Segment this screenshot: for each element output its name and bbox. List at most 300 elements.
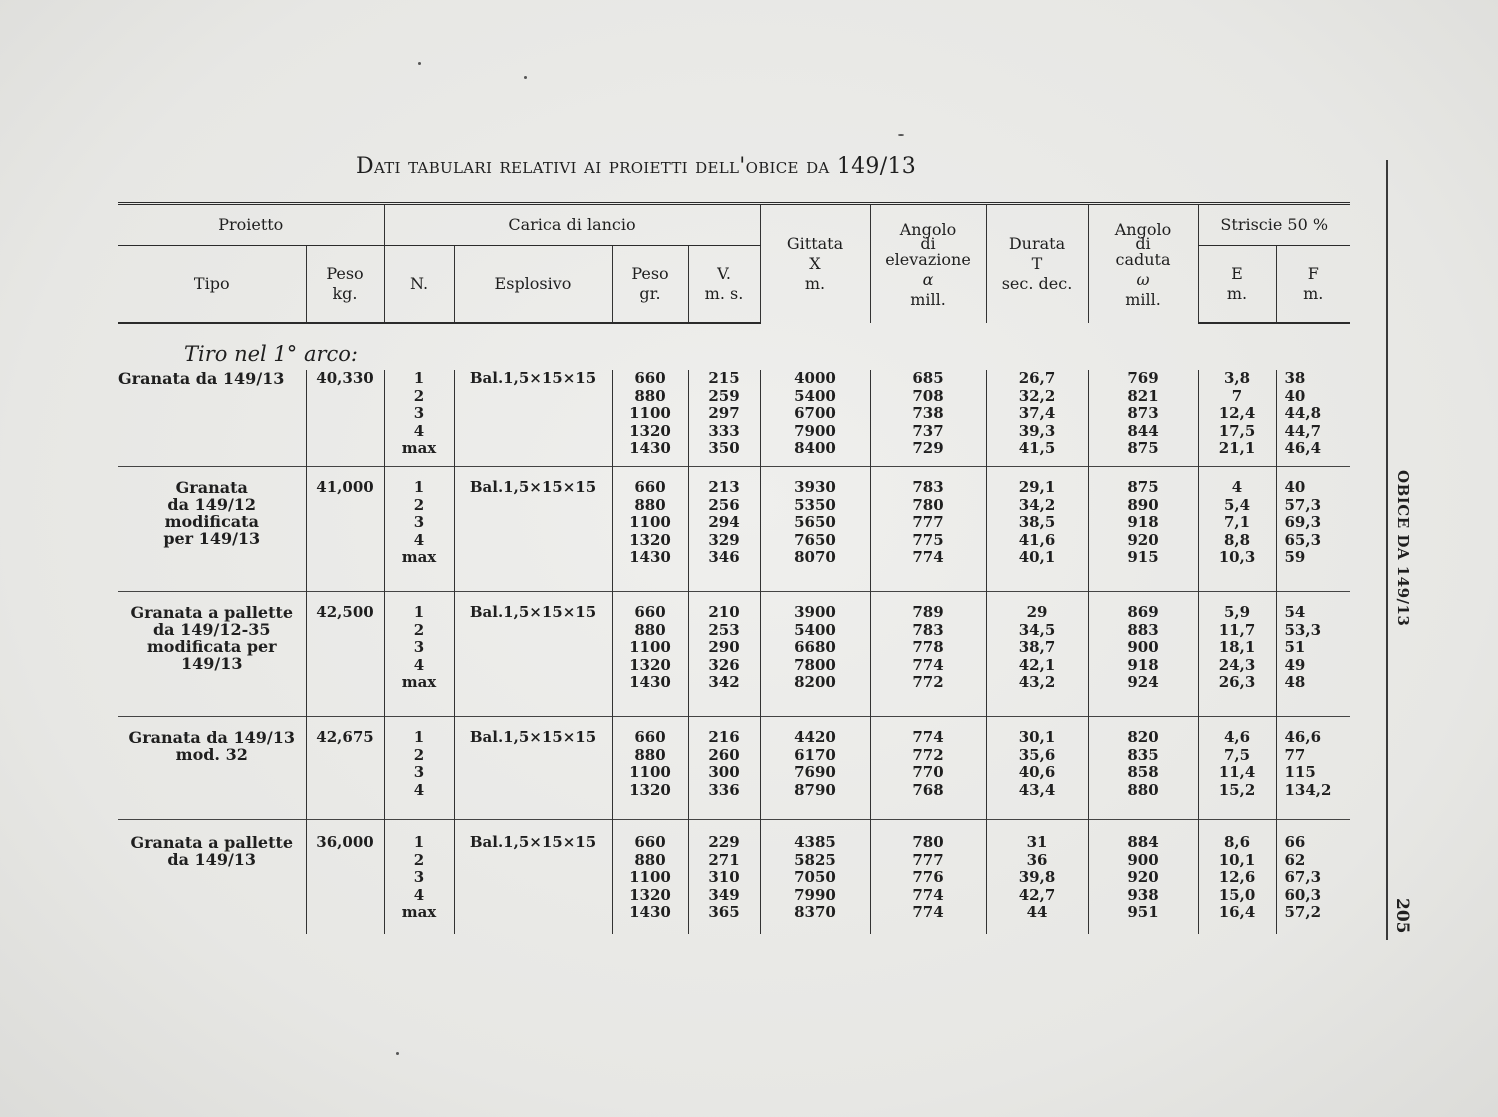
cell-durata-value: 41,6 — [1018, 530, 1056, 549]
cell-e — [1198, 592, 1276, 717]
cell-durata-value: 40,1 — [1018, 548, 1056, 567]
cell-n-value: 2 — [413, 495, 425, 514]
cell-angolo-elevazione-value: 708 — [912, 386, 944, 405]
cell-f-value: 53,3 — [1284, 620, 1322, 639]
cell-angolo-caduta — [1088, 370, 1198, 467]
projectile-row — [118, 467, 1350, 592]
cell-f-value: 46,6 — [1284, 728, 1322, 746]
cell-angolo-elevazione-value: 772 — [912, 673, 944, 692]
tipo-line: Granata da 149/13 — [118, 369, 285, 388]
cell-v-value: 271 — [708, 850, 740, 869]
cell-n — [384, 370, 454, 467]
cell-v-value: 329 — [708, 530, 740, 549]
cell-n-value: 4 — [413, 421, 425, 440]
cell-peso-kg: 41,000 — [306, 467, 384, 592]
cell-v-value: 210 — [708, 603, 740, 621]
cell-e-value: 4 — [1231, 478, 1243, 496]
cell-angolo-caduta-value: 918 — [1127, 513, 1159, 532]
cell-durata-value: 38,5 — [1018, 513, 1056, 532]
cell-angolo-caduta-value: 821 — [1127, 386, 1159, 405]
header-angolo-elevazione: Angolo di elevazione α mill. — [870, 204, 986, 324]
cell-v-value: 216 — [708, 728, 740, 746]
cell-durata-value: 31 — [1026, 833, 1048, 851]
header-durata: Durata T sec. dec. — [986, 204, 1088, 324]
cell-angolo-caduta-value: 858 — [1127, 763, 1159, 782]
cell-peso-gr-value: 1100 — [629, 763, 671, 782]
cell-f-value: 49 — [1284, 655, 1306, 674]
cell-n-value: 2 — [413, 850, 425, 869]
cell-v-value: 213 — [708, 478, 740, 496]
cell-angolo-caduta-value: 938 — [1127, 885, 1159, 904]
cell-e-value: 8,6 — [1223, 833, 1251, 851]
cell-f-value: 60,3 — [1284, 885, 1322, 904]
cell-angolo-elevazione-value: 777 — [912, 850, 944, 869]
cell-angolo-elevazione-value: 774 — [912, 885, 944, 904]
cell-v — [688, 370, 760, 467]
cell-f-value: 57,2 — [1284, 903, 1322, 922]
cell-e-value: 15,0 — [1218, 885, 1256, 904]
cell-n-value: max — [401, 903, 437, 922]
cell-angolo-caduta-value: 844 — [1127, 421, 1159, 440]
cell-peso-gr-value: 1100 — [629, 638, 671, 657]
cell-angolo-caduta-value: 883 — [1127, 620, 1159, 639]
cell-peso-gr-value: 660 — [634, 728, 666, 746]
cell-f-value: 38 — [1284, 369, 1306, 387]
cell-peso-gr-value: 880 — [634, 495, 666, 514]
cell-f-value: 51 — [1284, 638, 1306, 657]
cell-peso-gr-value: 1100 — [629, 404, 671, 423]
cell-f-value: 65,3 — [1284, 530, 1322, 549]
tipo-line: modificata per 149/13 — [146, 637, 277, 673]
cell-v-value: 294 — [708, 513, 740, 532]
cell-gittata-value: 8370 — [794, 903, 836, 922]
cell-e-value: 17,5 — [1218, 421, 1256, 440]
cell-v — [688, 467, 760, 592]
side-running-head: OBICE DA 149/13 — [1394, 470, 1412, 627]
cell-e-value: 10,1 — [1218, 850, 1256, 869]
tipo-line: Granata da 149/13 — [128, 728, 295, 747]
cell-durata-value: 43,2 — [1018, 673, 1056, 692]
cell-gittata-value: 6680 — [794, 638, 836, 657]
cell-angolo-caduta-value: 951 — [1127, 903, 1159, 922]
cell-e-value: 12,6 — [1218, 868, 1256, 887]
cell-n-value: max — [401, 439, 437, 458]
cell-durata-value: 42,7 — [1018, 885, 1056, 904]
cell-angolo-caduta-value: 900 — [1127, 638, 1159, 657]
tipo-line: Granata — [175, 478, 248, 497]
cell-gittata — [760, 370, 870, 467]
cell-e-value: 10,3 — [1218, 548, 1256, 567]
cell-gittata — [760, 820, 870, 935]
cell-angolo-elevazione — [870, 717, 986, 820]
cell-angolo-elevazione-value: 783 — [912, 620, 944, 639]
cell-n-value: 2 — [413, 386, 425, 405]
cell-esplosivo: Bal.1,5×15×15 — [454, 820, 612, 935]
cell-durata-value: 36 — [1026, 850, 1048, 869]
cell-gittata-value: 3900 — [794, 603, 836, 621]
cell-angolo-elevazione-value: 774 — [912, 903, 944, 922]
cell-n-value: 4 — [413, 780, 425, 799]
cell-n-value: 1 — [413, 369, 425, 387]
cell-durata-value: 42,1 — [1018, 655, 1056, 674]
cell-f-value: 67,3 — [1284, 868, 1322, 887]
cell-esplosivo: Bal.1,5×15×15 — [454, 370, 612, 467]
cell-angolo-elevazione — [870, 592, 986, 717]
cell-f-value: 77 — [1284, 745, 1306, 764]
cell-angolo-caduta-value: 835 — [1127, 745, 1159, 764]
tipo-line: per 149/13 — [163, 529, 261, 548]
projectile-row — [118, 370, 1350, 467]
table-title — [356, 154, 1136, 179]
tipo-line: Granata a pallette — [130, 833, 294, 852]
cell-e-value: 26,3 — [1218, 673, 1256, 692]
cell-peso-gr-value: 660 — [634, 833, 666, 851]
cell-n-value: 2 — [413, 620, 425, 639]
cell-f-value: 44,8 — [1284, 404, 1322, 423]
cell-peso-kg: 42,675 — [306, 717, 384, 820]
tipo-line: mod. 32 — [175, 745, 248, 764]
cell-f-value: 134,2 — [1284, 780, 1332, 799]
cell-e-value: 5,4 — [1223, 495, 1251, 514]
cell-f — [1276, 717, 1350, 820]
cell-e-value: 12,4 — [1218, 404, 1256, 423]
cell-f-value: 59 — [1284, 548, 1306, 567]
tipo-line: da 149/12 modificata — [164, 495, 259, 531]
cell-n — [384, 592, 454, 717]
cell-angolo-elevazione-value: 768 — [912, 780, 944, 799]
cell-angolo-elevazione-value: 777 — [912, 513, 944, 532]
cell-n-value: 4 — [413, 885, 425, 904]
cell-angolo-elevazione-value: 738 — [912, 404, 944, 423]
cell-e-value: 16,4 — [1218, 903, 1256, 922]
cell-f — [1276, 467, 1350, 592]
cell-f-value: 44,7 — [1284, 421, 1322, 440]
cell-peso-gr — [612, 592, 688, 717]
cell-e-value: 11,7 — [1218, 620, 1256, 639]
cell-durata-value: 43,4 — [1018, 780, 1056, 799]
cell-peso-gr-value: 1320 — [629, 655, 671, 674]
cell-durata-value: 35,6 — [1018, 745, 1056, 764]
cell-gittata-value: 8200 — [794, 673, 836, 692]
cell-durata — [986, 717, 1088, 820]
cell-n-value: 1 — [413, 603, 425, 621]
cell-durata-value: 34,5 — [1018, 620, 1056, 639]
cell-angolo-caduta-value: 884 — [1127, 833, 1159, 851]
cell-f — [1276, 820, 1350, 935]
cell-e-value: 4,6 — [1223, 728, 1251, 746]
cell-peso-gr-value: 1100 — [629, 513, 671, 532]
cell-n-value: 1 — [413, 833, 425, 851]
cell-durata — [986, 592, 1088, 717]
cell-peso-kg: 36,000 — [306, 820, 384, 935]
header-strisce: Striscie 50 % — [1198, 204, 1350, 246]
cell-angolo-elevazione-value: 780 — [912, 495, 944, 514]
cell-v-value: 229 — [708, 833, 740, 851]
cell-angolo-elevazione-value: 778 — [912, 638, 944, 657]
cell-durata — [986, 467, 1088, 592]
cell-e-value: 24,3 — [1218, 655, 1256, 674]
cell-v-value: 342 — [708, 673, 740, 692]
cell-v-value: 365 — [708, 903, 740, 922]
cell-n-value: 3 — [413, 404, 425, 423]
cell-gittata-value: 5650 — [794, 513, 836, 532]
paper-speck — [418, 62, 421, 65]
cell-peso-gr — [612, 370, 688, 467]
cell-n-value: 3 — [413, 868, 425, 887]
cell-f-value: 57,3 — [1284, 495, 1322, 514]
cell-tipo — [118, 592, 306, 717]
cell-f-value: 115 — [1284, 763, 1316, 782]
tipo-line: Granata a pallette — [130, 603, 294, 622]
cell-v-value: 346 — [708, 548, 740, 567]
cell-v-value: 336 — [708, 780, 740, 799]
tipo-line: da 149/12-35 — [152, 620, 271, 639]
cell-v-value: 350 — [708, 439, 740, 458]
cell-angolo-elevazione-value: 776 — [912, 868, 944, 887]
tipo-line: da 149/13 — [167, 850, 257, 869]
header-gittata: Gittata X m. — [760, 204, 870, 324]
cell-durata-value: 26,7 — [1018, 369, 1056, 387]
cell-angolo-caduta-value: 924 — [1127, 673, 1159, 692]
cell-e — [1198, 467, 1276, 592]
cell-n-value: 4 — [413, 655, 425, 674]
cell-gittata-value: 3930 — [794, 478, 836, 496]
cell-f-value: 40 — [1284, 386, 1306, 405]
cell-angolo-elevazione-value: 775 — [912, 530, 944, 549]
cell-gittata-value: 4420 — [794, 728, 836, 746]
cell-angolo-elevazione — [870, 467, 986, 592]
cell-n — [384, 467, 454, 592]
cell-peso-kg: 40,330 — [306, 370, 384, 467]
cell-angolo-elevazione — [870, 370, 986, 467]
cell-peso-gr-value: 880 — [634, 850, 666, 869]
cell-angolo-elevazione-value: 789 — [912, 603, 944, 621]
cell-e-value: 8,8 — [1223, 530, 1251, 549]
cell-e-value: 7,5 — [1223, 745, 1251, 764]
cell-gittata-value: 7900 — [794, 421, 836, 440]
cell-e — [1198, 820, 1276, 935]
cell-gittata-value: 6700 — [794, 404, 836, 423]
cell-gittata-value: 4000 — [794, 369, 836, 387]
cell-f-value: 54 — [1284, 603, 1306, 621]
cell-f-value: 62 — [1284, 850, 1306, 869]
cell-durata-value: 44 — [1026, 903, 1048, 922]
cell-angolo-elevazione-value: 780 — [912, 833, 944, 851]
cell-e-value: 7 — [1231, 386, 1243, 405]
cell-n-value: 3 — [413, 513, 425, 532]
cell-n-value: max — [401, 673, 437, 692]
cell-gittata-value: 7050 — [794, 868, 836, 887]
cell-n-value: 1 — [413, 728, 425, 746]
cell-angolo-elevazione-value: 774 — [912, 548, 944, 567]
cell-v — [688, 717, 760, 820]
cell-angolo-elevazione-value: 729 — [912, 439, 944, 458]
table-title-text: Dati tabulari relativi ai proietti dell'obice da 149/13 — [356, 154, 917, 179]
cell-gittata-value: 8400 — [794, 439, 836, 458]
cell-durata — [986, 370, 1088, 467]
cell-n-value: 3 — [413, 763, 425, 782]
cell-peso-gr-value: 1320 — [629, 421, 671, 440]
cell-n-value: 2 — [413, 745, 425, 764]
header-esplosivo: Esplosivo — [454, 246, 612, 324]
cell-peso-gr-value: 1430 — [629, 673, 671, 692]
cell-v-value: 349 — [708, 885, 740, 904]
cell-e-value: 7,1 — [1223, 513, 1251, 532]
cell-durata-value: 40,6 — [1018, 763, 1056, 782]
cell-tipo — [118, 717, 306, 820]
cell-gittata-value: 6170 — [794, 745, 836, 764]
cell-angolo-caduta-value: 920 — [1127, 868, 1159, 887]
header-peso-gr: Peso gr. — [612, 246, 688, 324]
cell-f-value: 48 — [1284, 673, 1306, 692]
cell-peso-gr-value: 1430 — [629, 439, 671, 458]
cell-angolo-elevazione-value: 774 — [912, 655, 944, 674]
cell-peso-gr-value: 660 — [634, 603, 666, 621]
cell-e-value: 15,2 — [1218, 780, 1256, 799]
cell-peso-gr-value: 880 — [634, 620, 666, 639]
header-proietto: Proietto — [118, 204, 384, 246]
cell-v — [688, 592, 760, 717]
cell-durata-value: 30,1 — [1018, 728, 1056, 746]
header-row-1 — [118, 204, 1350, 246]
cell-e-value: 11,4 — [1218, 763, 1256, 782]
cell-f-value: 69,3 — [1284, 513, 1322, 532]
cell-gittata-value: 7650 — [794, 530, 836, 549]
cell-v-value: 256 — [708, 495, 740, 514]
projectile-row — [118, 820, 1350, 935]
cell-durata-value: 37,4 — [1018, 404, 1056, 423]
cell-tipo — [118, 370, 306, 467]
cell-angolo-caduta — [1088, 467, 1198, 592]
cell-n-value: max — [401, 548, 437, 567]
cell-durata-value: 41,5 — [1018, 439, 1056, 458]
cell-f-value: 40 — [1284, 478, 1306, 496]
cell-gittata-value: 5400 — [794, 386, 836, 405]
cell-angolo-caduta-value: 915 — [1127, 548, 1159, 567]
cell-peso-gr — [612, 820, 688, 935]
cell-v-value: 297 — [708, 404, 740, 423]
cell-peso-gr-value: 660 — [634, 478, 666, 496]
cell-peso-gr — [612, 467, 688, 592]
paper-speck — [396, 1052, 399, 1055]
cell-v-value: 215 — [708, 369, 740, 387]
cell-durata-value: 39,8 — [1018, 868, 1056, 887]
cell-durata-value: 38,7 — [1018, 638, 1056, 657]
cell-angolo-elevazione-value: 685 — [912, 369, 944, 387]
cell-angolo-caduta-value: 875 — [1127, 439, 1159, 458]
cell-n — [384, 820, 454, 935]
cell-e-value: 18,1 — [1218, 638, 1256, 657]
cell-n — [384, 717, 454, 820]
cell-angolo-caduta-value: 820 — [1127, 728, 1159, 746]
cell-n-value: 4 — [413, 530, 425, 549]
cell-f — [1276, 370, 1350, 467]
header-tipo: Tipo — [118, 246, 306, 324]
cell-angolo-caduta-value: 769 — [1127, 369, 1159, 387]
cell-e-value: 21,1 — [1218, 439, 1256, 458]
cell-gittata-value: 5825 — [794, 850, 836, 869]
cell-peso-gr-value: 1320 — [629, 885, 671, 904]
cell-e-value: 5,9 — [1223, 603, 1251, 621]
cell-gittata-value: 8070 — [794, 548, 836, 567]
cell-peso-gr-value: 660 — [634, 369, 666, 387]
cell-angolo-caduta-value: 918 — [1127, 655, 1159, 674]
section-row — [118, 323, 1350, 370]
right-margin-rule — [1386, 160, 1388, 940]
cell-peso-gr — [612, 717, 688, 820]
cell-peso-gr-value: 1430 — [629, 548, 671, 567]
cell-durata-value: 29,1 — [1018, 478, 1056, 496]
cell-durata-value: 32,2 — [1018, 386, 1056, 405]
cell-v — [688, 820, 760, 935]
cell-f-value: 46,4 — [1284, 439, 1322, 458]
cell-peso-gr-value: 1430 — [629, 903, 671, 922]
paper-speck — [898, 134, 904, 136]
cell-angolo-caduta-value: 900 — [1127, 850, 1159, 869]
cell-angolo-caduta-value: 873 — [1127, 404, 1159, 423]
cell-angolo-elevazione — [870, 820, 986, 935]
projectile-row — [118, 717, 1350, 820]
cell-gittata-value: 5400 — [794, 620, 836, 639]
cell-tipo — [118, 820, 306, 935]
cell-angolo-elevazione-value: 783 — [912, 478, 944, 496]
header-peso-kg: Peso kg. — [306, 246, 384, 324]
cell-peso-gr-value: 880 — [634, 745, 666, 764]
cell-gittata — [760, 467, 870, 592]
cell-e — [1198, 717, 1276, 820]
projectile-row — [118, 592, 1350, 717]
cell-peso-kg: 42,500 — [306, 592, 384, 717]
cell-v-value: 259 — [708, 386, 740, 405]
paper-speck — [524, 76, 527, 79]
header-v: V. m. s. — [688, 246, 760, 324]
section-label: Tiro nel 1° arco: — [184, 342, 358, 366]
page-number: 205 — [1392, 898, 1412, 934]
cell-v-value: 300 — [708, 763, 740, 782]
cell-v-value: 253 — [708, 620, 740, 639]
cell-angolo-caduta — [1088, 592, 1198, 717]
cell-durata-value: 39,3 — [1018, 421, 1056, 440]
cell-peso-gr-value: 1320 — [629, 780, 671, 799]
cell-angolo-caduta — [1088, 820, 1198, 935]
cell-durata-value: 34,2 — [1018, 495, 1056, 514]
cell-n-value: 1 — [413, 478, 425, 496]
cell-gittata-value: 8790 — [794, 780, 836, 799]
cell-n-value: 3 — [413, 638, 425, 657]
cell-f-value: 66 — [1284, 833, 1306, 851]
cell-v-value: 260 — [708, 745, 740, 764]
cell-gittata-value: 7990 — [794, 885, 836, 904]
cell-tipo — [118, 467, 306, 592]
cell-angolo-caduta-value: 869 — [1127, 603, 1159, 621]
cell-angolo-caduta-value: 880 — [1127, 780, 1159, 799]
cell-angolo-elevazione-value: 737 — [912, 421, 944, 440]
cell-v-value: 333 — [708, 421, 740, 440]
cell-gittata — [760, 592, 870, 717]
cell-peso-gr-value: 880 — [634, 386, 666, 405]
header-f: F m. — [1276, 246, 1350, 324]
header-e: E m. — [1198, 246, 1276, 324]
cell-gittata-value: 5350 — [794, 495, 836, 514]
cell-esplosivo: Bal.1,5×15×15 — [454, 717, 612, 820]
cell-angolo-caduta-value: 920 — [1127, 530, 1159, 549]
cell-gittata-value: 7690 — [794, 763, 836, 782]
cell-esplosivo: Bal.1,5×15×15 — [454, 467, 612, 592]
cell-angolo-caduta-value: 875 — [1127, 478, 1159, 496]
cell-angolo-caduta-value: 890 — [1127, 495, 1159, 514]
cell-angolo-caduta — [1088, 717, 1198, 820]
cell-v-value: 310 — [708, 868, 740, 887]
